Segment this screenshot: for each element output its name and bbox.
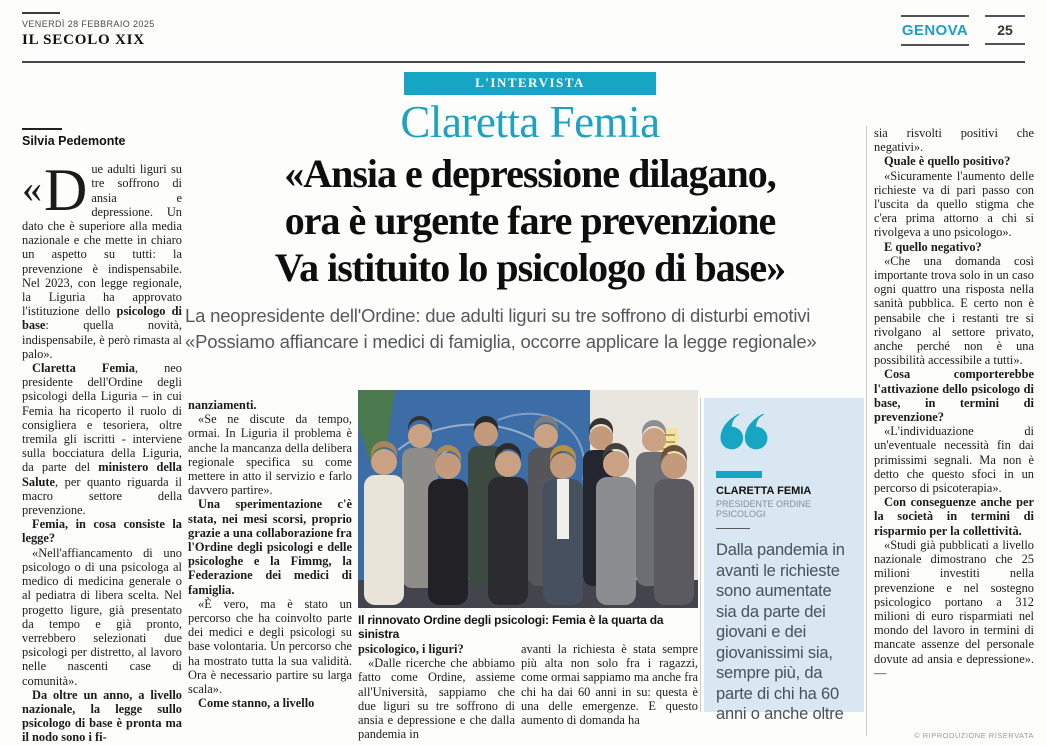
- page-number: 25: [985, 15, 1025, 45]
- quote-marks-icon: [716, 412, 772, 452]
- header-left: [22, 12, 155, 49]
- paragraph: E quello negativo?: [884, 239, 982, 254]
- dropcap-letter: D: [44, 157, 88, 224]
- paragraph: «Dalle ricerche che abbiamo fatto come Ordine, assieme all'Università, sappiamo che due liguri su tre soffrono di ansia e depressione e che dalla pandemia in: [358, 656, 515, 742]
- body-column-2: [188, 398, 352, 745]
- paragraph: Claretta Femia, neo presidente dell'Ordine degli psicologi della Liguria – in cui Femia ha ricoperto il ruolo di consigliera e tesoriera, oltre tremila gli iscritti - interviene sulla bocciatura della Liguria, da parte del ministero della Salute, per quanto riguarda il macro settore della prevenzione.: [22, 361, 182, 518]
- main-headline: [185, 150, 875, 291]
- headline-line-1: «Ansia e depressione dilagano,: [284, 151, 776, 197]
- dropcap-quote-mark: «: [22, 166, 42, 212]
- paragraph: «Che una domanda così importante trova solo in un caso ogni quattro una risposta nella sanità pubblica. E certo non è pensabile che i restanti tre si rivolgano al settore privato, anche perché non è una possibilità accessibile a tutti».: [874, 253, 1034, 368]
- paragraph: « D ue adulti liguri su tre soffrono di ansia e depressione. Un dato che è superiore alla media nazionale e che mette in chiaro un aspetto su tutti: la prevenzione è indispensabile. Nel 2023, con legge regionale, la Liguria ha approvato l'istituzione dello psicologo di base: quella novità, indispensabile, è però rimasta al palo».: [22, 157, 182, 361]
- body-column-3: [358, 642, 515, 745]
- date-label: VENERDÌ 28 FEBBRAIO 2025: [22, 19, 155, 29]
- article-photo: [358, 390, 698, 608]
- paragraph: Da oltre un anno, a livello nazionale, la legge sullo psicologo di base è pronta ma il nodo sono i fi-: [22, 687, 182, 745]
- paragraph: Quale è quello positivo?: [884, 154, 1011, 169]
- body-column-1: [22, 128, 182, 745]
- subhead-line-1: La neopresidente dell'Ordine: due adulti liguri su tre soffrono di disturbi emotivi: [185, 305, 811, 327]
- byline: Silvia Pedemonte: [22, 134, 126, 148]
- column-divider: [700, 398, 701, 712]
- column-divider: [866, 126, 867, 736]
- paragraph: Con conseguenze anche per la società in termini di risparmio per la collettività.: [874, 495, 1034, 538]
- paragraph: «L'individuazione di un'eventuale necessità fin dai primissimi segnali. Ma non è detto che questo sfoci in un percorso di psicoterapia».: [874, 424, 1034, 496]
- pull-quote-box: [704, 398, 864, 723]
- headline-block: [185, 72, 875, 355]
- body-column-4: [521, 642, 698, 745]
- paragraph: «Studi già pubblicati a livello nazionale dimostrano che 25 milioni investiti nella prevenzione e nel sostegno psicologico portano a 312 milioni di euro risparmiati nel mondo del lavoro in termini di mancate assenze del personale dovute ad ansia e depressione». —: [874, 537, 1034, 680]
- paragraph: sia risvolti positivi che negativi».: [874, 126, 1034, 155]
- paragraph: «Se ne discute da tempo, ormai. In Liguria il problema è anche la mancanza della delibera regionale specifica su come mettere in atto il servizio e farlo davvero partire».: [188, 412, 352, 498]
- photo-caption: Il rinnovato Ordine degli psicologi: Femia è la quarta da sinistra: [358, 613, 664, 641]
- paragraph: Come stanno, a livello: [198, 696, 315, 711]
- paragraph: «È vero, ma è stato un percorso che ha coinvolto parte dei medici e degli psicologi su base volontaria. Un percorso che ha mostrato tutta la sua validità. Ora è necessario partire su larga scala».: [188, 596, 352, 697]
- copyright-notice: © RIPRODUZIONE RISERVATA: [914, 731, 1034, 740]
- interviewee-name-title: Claretta Femia: [400, 97, 660, 147]
- column-1-text: [22, 157, 182, 745]
- paragraph: «Nell'affiancamento di uno psicologo o di una psicologa al medico di medicina generale o al pediatra di libera scelta. Nel progetto ligure, già presentato da tempo e già pronto, verrebbero selezionati due psicologi per distretto, al lavoro nelle nascenti case di comunità».: [22, 545, 182, 688]
- paragraph: psicologico, i liguri?: [358, 642, 464, 656]
- paragraph: «Sicuramente l'aumento delle richieste va di pari passo con l'uscita da quello stigma che c'era prima attorno a chi si rivolgeva a uno psicologo».: [874, 168, 1034, 240]
- paragraph: nanziamenti.: [188, 398, 257, 412]
- quote-divider: [716, 528, 750, 529]
- paragraph: Cosa comporterebbe l'attivazione dello psicologo di base, in termini di prevenzione?: [874, 367, 1034, 425]
- body-column-5: [874, 126, 1034, 730]
- quote-text: Dalla pandemia in avanti le richieste sono aumentate sia da parte dei giovani e dei giovanissimi sia, sempre più, da parte di chi ha 60 anni o anche oltre: [716, 541, 845, 723]
- quote-author-role: PRESIDENTE ORDINE PSICOLOGI: [716, 499, 812, 519]
- header-divider: [22, 61, 1025, 63]
- paragraph: Femia, in cosa consiste la legge?: [22, 517, 182, 546]
- subhead-line-2: «Possiamo affiancare i medici di famiglia, occorre applicare la legge regionale»: [185, 331, 817, 353]
- header-rule: [22, 12, 60, 14]
- headline-line-2: ora è urgente fare prevenzione: [284, 198, 776, 244]
- paragraph: Una sperimentazione c'è stata, nei mesi scorsi, proprio grazie a una collaborazione fra l'Ordine degli psicologi e delle psicologhe e la Fimmg, la Federazione dei medici di famiglia.: [188, 497, 352, 597]
- paragraph: avanti la richiesta è stata sempre più alta non solo fra i ragazzi, come ormai sappiamo ma anche fra chi ha dai 60 anni in su: questa è una delle emergenze. E questo aumento di domanda ha: [521, 642, 698, 728]
- headline-line-3: Va istituito lo psicologo di base»: [274, 245, 786, 291]
- photo-block: [358, 390, 698, 641]
- masthead: IL SECOLO XIX: [22, 32, 145, 48]
- quote-accent-bar: [716, 471, 762, 478]
- byline-rule: [22, 128, 62, 130]
- subhead: [185, 303, 875, 355]
- section-label: GENOVA: [901, 15, 969, 46]
- kicker-badge: L'INTERVISTA: [404, 72, 656, 95]
- quote-author: CLARETTA FEMIA: [716, 485, 812, 497]
